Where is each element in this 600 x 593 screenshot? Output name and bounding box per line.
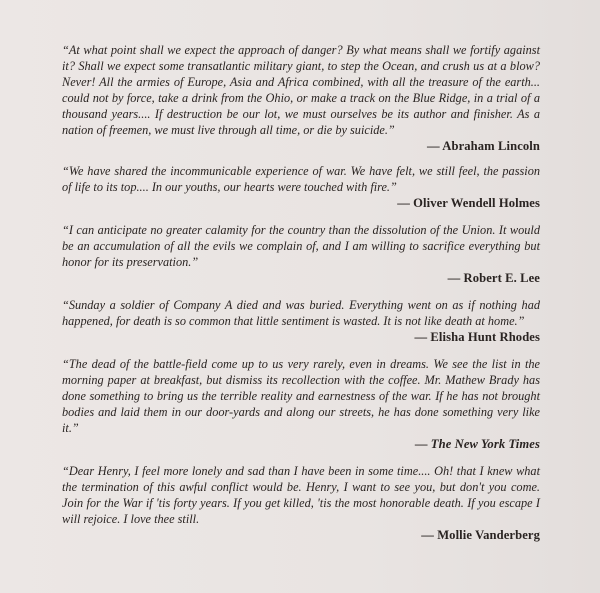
attribution-dash: — — [414, 437, 431, 451]
quote-block-lee — [62, 222, 540, 286]
quote-attribution: — Oliver Wendell Holmes — [397, 196, 540, 210]
quote-attribution: — Abraham Lincoln — [427, 139, 540, 153]
quote-text: “Sunday a soldier of Company A died and was buried. Everything went on as if nothing had happened, for death is so common that little sentiment is wasted. It is not like death at home.” — [62, 298, 540, 328]
quote-attribution: — Mollie Vanderberg — [421, 528, 540, 542]
quote-attribution: — Elisha Hunt Rhodes — [414, 330, 540, 344]
quote-block-vanderberg — [62, 463, 540, 543]
quote-text: “We have shared the incommunicable experience of war. We have felt, we still feel, the passion of life to its top.... In our youths, our hearts were touched with fire.” — [62, 164, 540, 194]
quote-text: “The dead of the battle-field come up to us very rarely, even in dreams. We see the list in the morning paper at breakfast, but dismiss its recollection with the coffee. Mr. Mathew Brady has done something to bring us the terrible reality and earnestness of the war. If he has not brought bodies and laid them in our door-yards and along our streets, he has done something very like it.” — [62, 357, 540, 435]
attribution-source: The New York Times — [430, 437, 540, 451]
quote-block-new-york-times — [62, 356, 540, 452]
quote-text: “I can anticipate no greater calamity for the country than the dissolution of the Union. It would be an accumulation of all the evils we complain of, and I am willing to sacrifice everything but honor for its preservation.” — [62, 223, 540, 269]
quote-text: “At what point shall we expect the approach of danger? By what means shall we fortify against it? Shall we expect some transatlantic military giant, to step the Ocean, and crush us at a blow? Never! All the armies of Europe, Asia and Africa combined, with all the treasure of the earth... could not by force, take a drink from the Ohio, or make a track on the Blue Ridge, in a trial of a thousand years.... If destruction be our lot, we must ourselves be its author and finisher. As a nation of freemen, we must live through all time, or die by suicide.” — [62, 43, 540, 137]
quote-block-holmes — [62, 163, 540, 211]
quote-block-lincoln — [62, 42, 540, 154]
quote-attribution — [62, 436, 540, 452]
quote-attribution: — Robert E. Lee — [447, 271, 540, 285]
quote-block-rhodes — [62, 297, 540, 345]
quote-text: “Dear Henry, I feel more lonely and sad than I have been in some time.... Oh! that I knew what the termination of this awful conflict would be. Henry, I want to see you, but don't you come. Join for the War if 'tis forty years. If you get killed, 'tis the most honorable death. If you escape I will rejoice. I love thee still. — [62, 464, 540, 526]
